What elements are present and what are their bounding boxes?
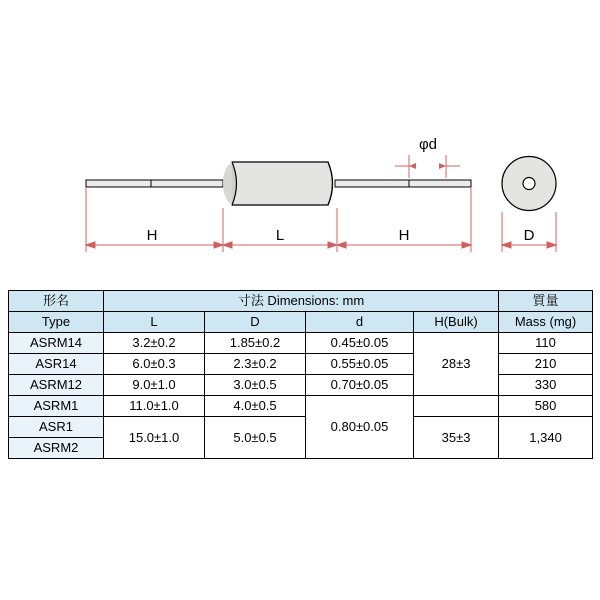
cell-d: 5.0±0.5 [205, 417, 306, 459]
table-header-row-1 [9, 291, 593, 312]
cell-l: 15.0±1.0 [104, 417, 205, 459]
phi-d-dimension [395, 155, 460, 178]
cell-d: 1.85±0.2 [205, 333, 306, 354]
cell-mass: 330 [499, 375, 593, 396]
table-row [9, 354, 593, 375]
cell-mass: 1,340 [499, 417, 593, 459]
cell-d-small: 0.45±0.05 [306, 333, 414, 354]
cell-l: 9.0±1.0 [104, 375, 205, 396]
table-row [9, 396, 593, 417]
header-col-l: L [104, 312, 205, 333]
d-label: D [523, 227, 535, 244]
cell-d: 2.3±0.2 [205, 354, 306, 375]
cell-mass: 580 [499, 396, 593, 417]
cell-l: 6.0±0.3 [104, 354, 205, 375]
cell-mass: 110 [499, 333, 593, 354]
cell-d: 3.0±0.5 [205, 375, 306, 396]
cell-l: 11.0±1.0 [104, 396, 205, 417]
table-row [9, 375, 593, 396]
end-view [502, 157, 556, 211]
header-mass-jp: 質量 [499, 291, 593, 312]
header-dimensions: 寸法 Dimensions: mm [104, 291, 499, 312]
cell-d: 4.0±0.5 [205, 396, 306, 417]
cell-type: ASRM2 [9, 438, 104, 459]
header-mass-en: Mass (mg) [499, 312, 593, 333]
resistor-body [223, 162, 333, 205]
header-type-jp: 形名 [9, 291, 104, 312]
table-row [9, 333, 593, 354]
table-header-row-2 [9, 312, 593, 333]
h-right-label: H [398, 227, 410, 244]
cell-l: 3.2±0.2 [104, 333, 205, 354]
component-drawing [0, 100, 600, 290]
header-col-d: D [205, 312, 306, 333]
header-col-h: H(Bulk) [414, 312, 499, 333]
cell-h [414, 396, 499, 417]
phi-d-label: φd [418, 136, 438, 153]
h-left-label: H [146, 227, 158, 244]
table-row [9, 417, 593, 438]
cell-d-small: 0.55±0.05 [306, 354, 414, 375]
cell-h: 35±3 [414, 417, 499, 459]
cell-type: ASR1 [9, 417, 104, 438]
cell-mass: 210 [499, 354, 593, 375]
resistor-outline-svg [0, 100, 600, 290]
cell-type: ASRM14 [9, 333, 104, 354]
header-type-en: Type [9, 312, 104, 333]
dimensions-table [8, 290, 593, 459]
header-col-d-small: d [306, 312, 414, 333]
dimensions-table-wrap [8, 290, 592, 459]
cell-d-small: 0.80±0.05 [306, 396, 414, 459]
cell-type: ASR14 [9, 354, 104, 375]
l-label: L [275, 227, 285, 244]
cell-h: 28±3 [414, 333, 499, 396]
cell-type: ASRM1 [9, 396, 104, 417]
cell-d-small: 0.70±0.05 [306, 375, 414, 396]
cell-type: ASRM12 [9, 375, 104, 396]
